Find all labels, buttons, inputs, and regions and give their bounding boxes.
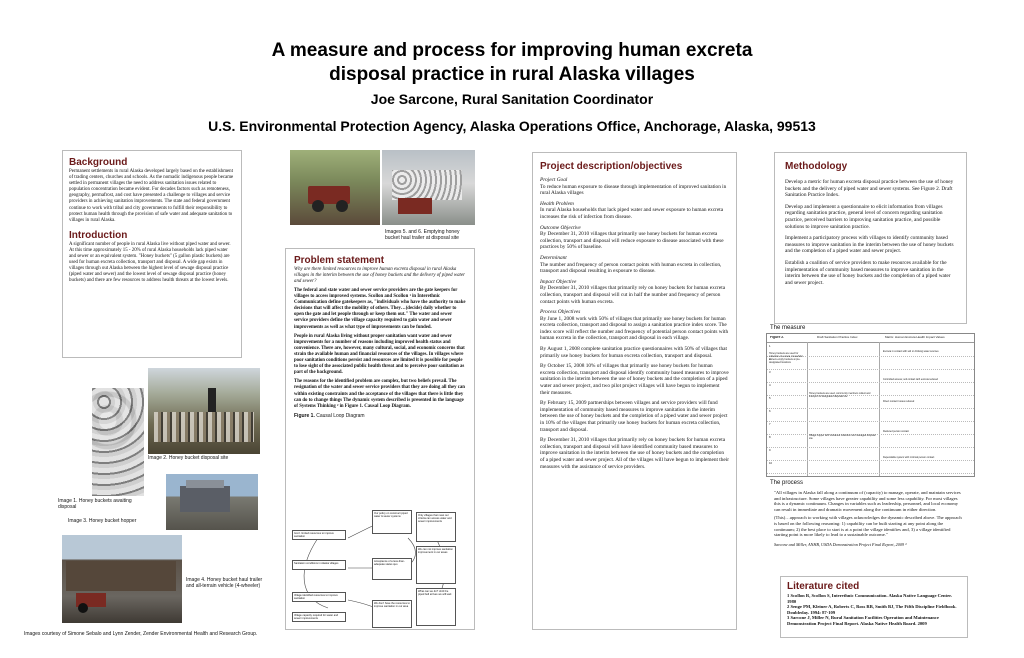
loop-box-sanitation-conditions: Sanitation conditions in Alaska villages xyxy=(292,560,346,570)
problem-para2: People in rural Alaska living without proper sanitation want water and sewer improvements for a number of reasons including improved health status and convenience. There are, however, many cultural, social, and economic concerns that strain the available human and financial resources of the villages. In villages where poor sanitation conditions persist and resources are limited it is possible for people to lose sight of the associated public health threat and to perceive poor sanitation as part of the background. xyxy=(294,333,465,376)
methodology-item-4: Establish a coalition of service providers to make resources available for the implementation of community based measures to improve sanitation in the interim between the use of honey buckets and the completion of a piped water and sewer project. xyxy=(785,259,951,286)
poster-title-line1: A measure and process for improving human excreta xyxy=(271,40,753,61)
figure2-right-note-2: Controlled access; soil contact with excreta reduced xyxy=(883,378,939,381)
project-process-1: By June 1, 2008 work with 50% of villages that primarily use honey buckets for human excreta collection, transport and disposal to assign a sanitation practice index score. The index score will reflect the number and frequency of potential person contact points with human excreta in the collection, transport and disposal in each village. xyxy=(540,315,729,342)
figure2-row-divider xyxy=(767,408,974,409)
project-description-panel xyxy=(532,152,737,630)
process-quote-2: (This)…approach to working with villages acknowledges the dynamic described above. The approach is based on the following reasoning: 1) capability can be built starting at any point along the continuum; 2) the best place to start is at a point the village identifies and, 3) a village identified starting point is more likely to lead to a sustainable outcome." xyxy=(774,515,962,538)
introduction-text: A significant number of people in rural Alaska live without piped water and sewer. At this time approximately 15 - 20% of rural Alaska households lack piped water and sewer or an equivalent system. "Honey buckets" (5 gallon plastic buckets) are used for human excreta collection, transport and disposal. A wide gap exists in villages through out Alaska between the highest level of sewage disposal practice (piped water and sewer) and the lowest level of sewage disposal practice (honey buckets) and there are few resources to address health threats at the lowest levels. xyxy=(69,241,231,284)
background-heading: Background xyxy=(69,157,128,168)
loop-box-criteria: Only villages that meet our criteria can access water and sewer improvements xyxy=(416,512,456,542)
loop-box-gov-resources: Gov't. limited resources to improve sanitation xyxy=(292,530,346,540)
sanitation-practice-index-table xyxy=(766,333,975,477)
honey-buckets-photo-image1 xyxy=(92,388,144,496)
project-outcome: By December 31, 2010 villages that primarily use honey buckets for human excreta collection, transport and disposal will reduce exposure to disease associated with these practices by 50% of baseline. xyxy=(540,231,724,251)
methodology-item-1: Develop a metric for human excreta disposal practice between the use of honey buckets and the delivery of piped water and sewer systems. See Figure 2. Draft Sanitation Practice Index. xyxy=(785,179,954,199)
methodology-heading: Methodology xyxy=(785,161,848,172)
hopper-photo-image3 xyxy=(166,474,258,530)
loop-box-cannot-improve: We can not improve sanitation improvement in our areas xyxy=(416,546,456,584)
image-courtesy-note: Images courtesy of Simone Sebalo and Lynn Zender, Zender Environmental Health and Research Group. xyxy=(24,631,258,637)
project-impact-label: Impact Objective xyxy=(540,278,577,285)
figure2-left-note-3: Village hopper with contained collection and managed disposal site xyxy=(809,434,876,440)
caption-image-2: Image 2. Honey bucket disposal site xyxy=(148,455,229,461)
figure2-right-note-1: Excreta in contact with soil or drinking water sources xyxy=(883,350,939,353)
figure2-col1-header: Draft Sanitation Practice Index xyxy=(817,336,858,339)
loop-box-no-resources: We don't have the resources to improve sanitation in our area xyxy=(372,600,412,628)
literature-heading: Literature cited xyxy=(787,581,860,592)
figure2-row-number: 9 xyxy=(769,449,771,452)
figure2-label: Figure 2. xyxy=(770,336,785,339)
problem-para1: The federal and state water and sewer service providers are the gate keepers for villages to access improved systems. Scollon and Scollon ¹ in Interethnic Communication define gatekeepers as, "individuals who have the authority to make decisions that will affect the mobility of others. They…(decide) daily whether to open the gate and let people through or keep them out." The water and sewer service providers define the village capacity required to gain water and sewer improvements as well as what type of improvements can be funded. xyxy=(294,288,466,330)
project-goal: To reduce human exposure to disease through implementation of improved sanitation in rural Alaska villages xyxy=(540,183,727,197)
figure1-label: Figure 1. xyxy=(294,412,315,419)
figure2-row-number: 6 xyxy=(769,410,771,413)
loop-box-village-resources: Village identified resources to improve sanitation xyxy=(292,592,346,602)
figure2-right-note-5: Dependable system with minimal person contact xyxy=(883,456,935,459)
literature-ref-2: 2 Senge PM, Kleiner A, Roberts C, Ross RB, Smith BJ, The Fifth Discipline Fieldbook. Doubleday. 1994: 87-109 xyxy=(787,604,957,615)
project-impact: By December 31, 2010 villages that primarily rely on honey buckets for human excreta collection, transport and disposal will cut in half the number and frequency of person contact points with human excreta. xyxy=(540,285,726,305)
project-outcome-label: Outcome Objective xyxy=(540,224,581,231)
project-goal-label: Project Goal xyxy=(540,177,568,183)
figure2-left-note-1: Honey buckets are used for collection of excreta, household owners empty buckets at pre-designated locations xyxy=(769,352,803,364)
project-health-label: Health Problem xyxy=(540,200,574,207)
measure-label: The measure xyxy=(770,325,806,331)
loop-box-policy: Our policy on construct piped water & sewer systems xyxy=(372,510,412,534)
literature-panel xyxy=(780,576,968,638)
figure2-right-note-3: Direct contact routes reduced xyxy=(883,400,915,403)
figure2-row-divider xyxy=(767,421,974,422)
figure2-row-divider xyxy=(767,447,974,448)
introduction-heading: Introduction xyxy=(69,229,128,241)
process-panel xyxy=(766,487,973,573)
figure2-right-note-4: Reduced person contact xyxy=(883,430,909,433)
project-process-2: By August 1, 2008 complete sanitation practice questionnaires with 50% of villages that primarily use honey buckets for human excreta collection, transport and disposal. xyxy=(540,346,727,359)
project-determinant: The number and frequency of person contact points with human excreta in collection, transport and disposal resulting in exposure to disease. xyxy=(540,261,722,275)
project-process-5: By December 31, 2010 villages that primarily rely on honey buckets for human excreta collection, transport and disposal will have identified community based measures to improve sanitation in the interim between the use of honey buckets and the completion of a piped water and sewer project. All of the villages will have begun to implement their measures with the assistance of service providers. xyxy=(540,437,730,470)
process-quote-1: "All villages in Alaska fall along a continuum of (capacity) to manage, operate, and maintain services and infrastructure. Some villages have greater capability and some less capability. For most villages this is a dynamic continuum. Changes in variables such as leadership, personnel, and local economy can result in immediate and dramatic movement along the continuum in either direction. xyxy=(774,490,961,512)
figure2-row-number: 1 xyxy=(769,345,771,348)
literature-ref-1: 1 Scollon R, Scollon S, Interethnic Communication. Alaska Native Language Center. 1980 xyxy=(787,593,952,604)
figure2-row-number: 3 xyxy=(769,371,771,374)
figure2-row-divider xyxy=(767,382,974,383)
methodology-item-3: Implement a participatory process with villages to identify community based measures to improve sanitation in the interim between the use of honey buckets and the completion of a piped water and sewer project. xyxy=(785,235,954,255)
poster-agency: U.S. Environmental Protection Agency, Alaska Operations Office, Anchorage, Alaska, 99513 xyxy=(208,118,816,134)
figure2-left-note-2: Honey buckets are used, community members collect and transport to designated disposal site xyxy=(809,392,871,398)
poster-title-line2: disposal practice in rural Alaska villages xyxy=(329,64,695,85)
figure1-caption xyxy=(294,413,466,419)
problem-question: Why are there limited resources to improve human excreta disposal in rural Alaska villages in the interim between the use of honey buckets and the delivery of piped water and sewer? xyxy=(294,267,465,284)
disposal-site-photo-image2 xyxy=(148,368,260,454)
literature-ref-3: 3 Sarcone J, Miller N, Rural Sanitation Facilities Operation and Maintenance Demonstration Project Final Report. Alaska Native Health Board. 2009 xyxy=(787,615,939,626)
haul-trailer-photo-image4 xyxy=(62,535,182,623)
project-determinant-label: Determinant xyxy=(540,254,567,261)
caption-images-5-6: Images 5. and 6. Emptying honey bucket haul trailer at disposal site xyxy=(385,229,460,241)
methodology-panel xyxy=(774,152,967,324)
problem-heading: Problem statement xyxy=(294,255,385,266)
caption-image-1: Image 1. Honey buckets awaiting disposal xyxy=(58,498,132,510)
background-text: Permanent settlements in rural Alaska developed largely based on the establishment of trading centers, churches and schools. As the nomadic indigenous people became settled in permanent villages the need to address sanitation issues related to population concentration became evident. For decades factors such as remoteness, geography, permafrost, and cost have presented a challenge to villages and service providers in achieving sanitation improvements. The state and federal government continue to work with tribal and city governments to fulfill their responsibility to protect human health through the provision of safe water and adequate sanitation to villages in rural Alaska. xyxy=(69,169,234,223)
problem-para3: The reasons for the identified problem are complex, but two beliefs prevail. The resignation of the water and sewer service providers that they are doing all they can within existing constraints and the acceptance of the villages that there is little they can do to change things The dynamic system described is presented in the language of Systems Thinking ² in Figure 1. Causal Loop Diagram. xyxy=(294,379,465,409)
project-process-3: By October 15, 2008 10% of villages that primarily use honey buckets for human excreta collection, transport and disposal identify community based measures to improve sanitation in the interim between the use of honey buckets and the completion of a piped water and sewer project, and two pilot project villages will have begun to implement their measures. xyxy=(540,363,729,396)
figure2-row-divider xyxy=(767,369,974,370)
trailer-photo-image5 xyxy=(290,150,380,225)
caption-image-4: Image 4. Honey bucket haul trailer and all-terrain vehicle (4-wheeler) xyxy=(186,577,263,589)
figure2-row-number: 4 xyxy=(769,384,771,387)
project-heading: Project description/objectives xyxy=(540,161,683,172)
caption-image-3: Image 3. Honey bucket hopper xyxy=(68,518,137,524)
process-source: Sarcone and Miller, ANHB, USDA Demonstration Project Final Report, 2009 ³ xyxy=(774,541,907,547)
causal-loop-diagram xyxy=(288,508,473,628)
poster-author: Joe Sarcone, Rural Sanitation Coordinator xyxy=(370,91,654,107)
disposal-photo-image6 xyxy=(382,150,475,225)
process-label: The process xyxy=(770,480,804,486)
project-process-4: By February 15, 2009 partnerships between villages and service providers will fund implementation of community based measures to improve sanitation in the interim between the use of honey buckets and the completion of a piped water and sewer project in 10% of the villages that primarily use honey buckets for human excreta collection, transport and disposal. xyxy=(540,400,728,433)
loop-box-wait: What can we do? Until the piped bell arrives we will wait xyxy=(416,588,456,626)
methodology-item-2: Develop and implement a questionnaire to elicit information from villages regarding sanitation practice, general level of concern regarding sanitation practice, perceived barriers to improving sanitation practice, and possible solutions to improve sanitation practice. xyxy=(785,203,943,230)
figure1-title: Causal Loop Diagram xyxy=(316,412,365,419)
background-panel xyxy=(62,150,242,358)
figure2-col2-header: Matrix: Human Excreta Health Impact Values xyxy=(885,336,945,339)
project-health: In rural Alaska households that lack piped water and sewer exposure to human excreta increases the risk of infection from disease. xyxy=(540,207,724,220)
figure2-row-number: 10 xyxy=(769,462,773,465)
figure2-row-number: 5 xyxy=(769,397,771,400)
figure2-row-divider xyxy=(767,473,974,474)
loop-box-village-capacity: Village capacity required for water and sewer improvements xyxy=(292,612,346,622)
project-process-label: Process Objectives xyxy=(540,309,581,316)
figure2-row-divider xyxy=(767,460,974,461)
figure2-row-number: 2 xyxy=(769,358,771,361)
figure2-row-number: 8 xyxy=(769,436,771,439)
figure2-row-number: 7 xyxy=(769,423,771,426)
loop-box-acceptance: Acceptance of a less-than-adequate status quo xyxy=(372,558,412,580)
